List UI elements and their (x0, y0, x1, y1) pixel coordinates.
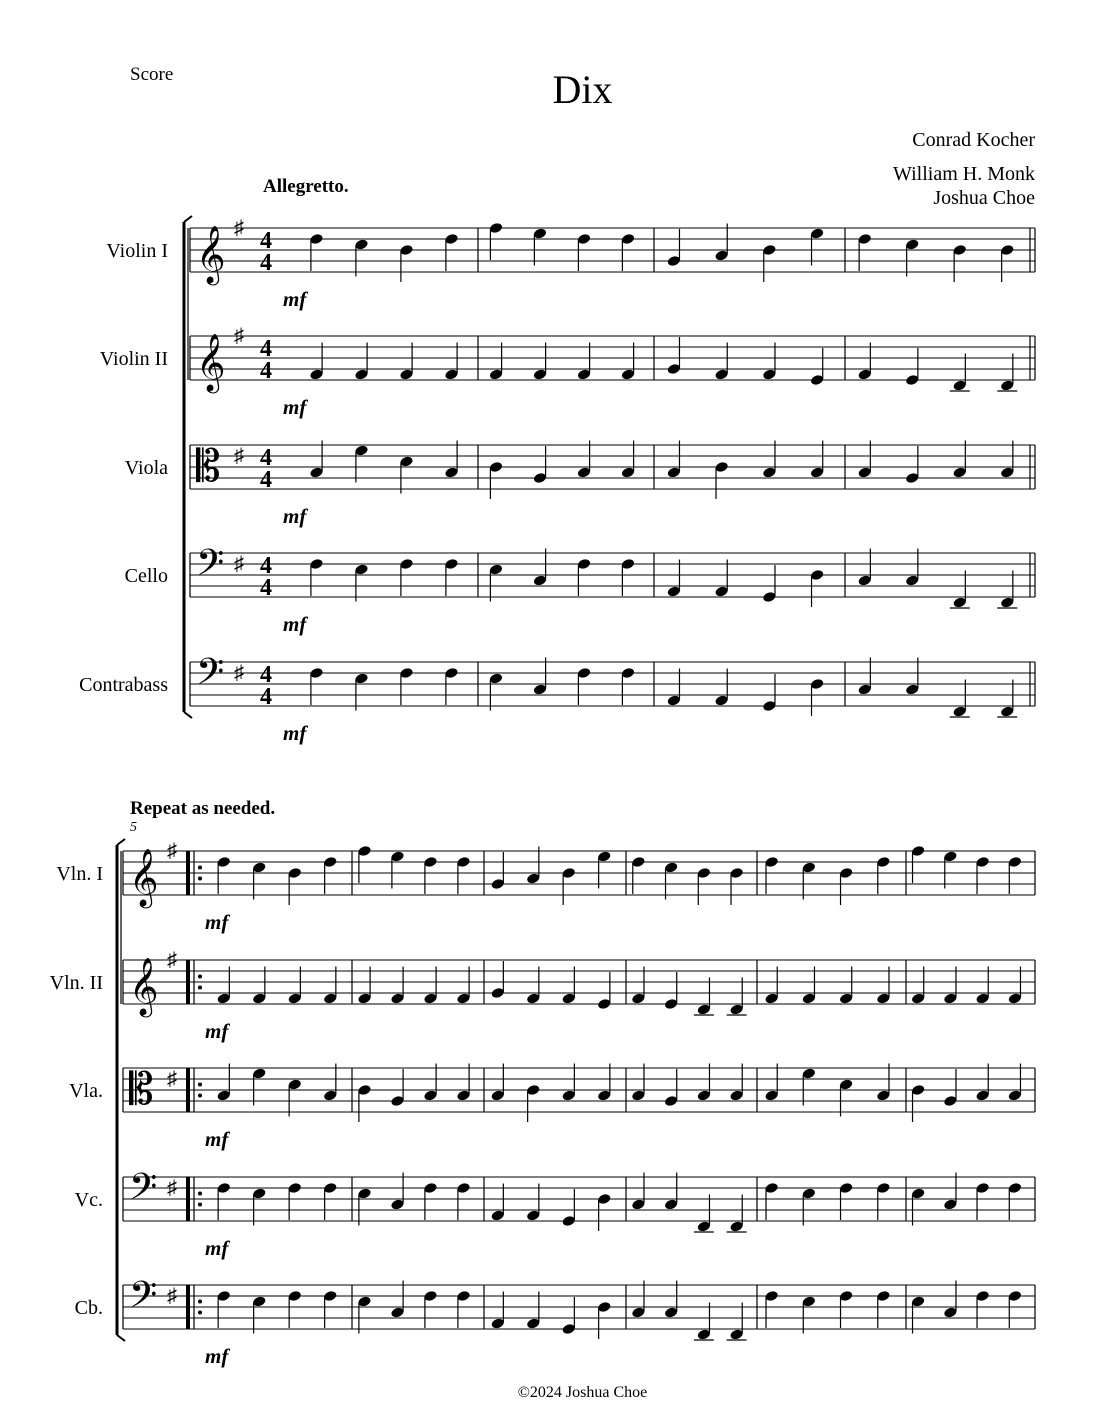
instrument-label: Vc. (74, 1189, 103, 1211)
dynamic-mf: mf (205, 1019, 229, 1043)
dynamic-mf: mf (283, 612, 307, 636)
instrument-label: Vla. (69, 1080, 103, 1102)
repeat-dot (198, 1300, 202, 1304)
treble-clef: 𝄞 (196, 334, 226, 390)
bracket-top-hook (117, 839, 125, 845)
instrument-label: Vln. I (56, 863, 103, 885)
treble-clef: 𝄞 (129, 958, 159, 1014)
repeat-dot (198, 866, 202, 870)
bass-clef: 𝄢 (196, 543, 225, 592)
dynamic-mf: mf (283, 504, 307, 528)
key-sharp: ♯ (167, 949, 177, 971)
instrument-label: Contrabass (79, 674, 168, 696)
repeat-dot (198, 986, 202, 990)
instrument-label: Cb. (74, 1297, 103, 1319)
dynamic-mf: mf (205, 1236, 229, 1260)
alto-clef: 𝄡 (129, 1065, 154, 1114)
repeat-dot (198, 1203, 202, 1207)
instrument-label: Violin I (106, 240, 168, 262)
key-sharp: ♯ (167, 840, 177, 862)
instrument-label: Vln. II (49, 972, 103, 994)
tempo-marking: Allegretto. (263, 176, 349, 197)
treble-clef: 𝄞 (129, 849, 159, 905)
time-sig-bottom: 4 (260, 684, 272, 710)
instrument-label: Violin II (99, 348, 168, 370)
instrument-label: Viola (124, 457, 168, 479)
arranger-1: William H. Monk (893, 163, 1035, 185)
bracket-top-hook (184, 216, 192, 222)
repeat-dot (198, 975, 202, 979)
dynamic-mf: mf (283, 395, 307, 419)
time-sig-bottom: 4 (260, 575, 272, 601)
key-sharp: ♯ (234, 217, 244, 239)
key-sharp: ♯ (234, 553, 244, 575)
treble-clef: 𝄞 (196, 226, 226, 282)
measure-number: 5 (130, 820, 137, 835)
alto-clef: 𝄡 (196, 442, 221, 491)
bass-clef: 𝄢 (196, 652, 225, 701)
key-sharp: ♯ (167, 1177, 177, 1199)
bracket-bottom-hook (117, 1335, 125, 1341)
copyright: ©2024 Joshua Choe (517, 1384, 648, 1401)
key-sharp: ♯ (234, 325, 244, 347)
bass-clef: 𝄢 (129, 1167, 158, 1216)
key-sharp: ♯ (234, 445, 244, 467)
time-sig-top: 4 (260, 662, 272, 688)
arranger-2: Joshua Choe (933, 187, 1035, 209)
time-sig-top: 4 (260, 336, 272, 362)
page-title: Dix (552, 67, 613, 112)
key-sharp: ♯ (167, 1068, 177, 1090)
score-label: Score (130, 64, 174, 85)
repeat-dot (198, 1083, 202, 1087)
time-sig-bottom: 4 (260, 358, 272, 384)
time-sig-bottom: 4 (260, 467, 272, 493)
time-sig-top: 4 (260, 228, 272, 254)
composer: Conrad Kocher (912, 129, 1035, 151)
time-sig-top: 4 (260, 553, 272, 579)
dynamic-mf: mf (205, 1127, 229, 1151)
repeat-dot (198, 1192, 202, 1196)
repeat-dot (198, 1311, 202, 1315)
repeat-dot (198, 877, 202, 881)
bracket-bottom-hook (184, 712, 192, 718)
time-sig-bottom: 4 (260, 250, 272, 276)
key-sharp: ♯ (167, 1285, 177, 1307)
dynamic-mf: mf (205, 1344, 229, 1368)
dynamic-mf: mf (283, 721, 307, 745)
repeat-dot (198, 1094, 202, 1098)
dynamic-mf: mf (205, 910, 229, 934)
key-sharp: ♯ (234, 662, 244, 684)
repeat-instruction: Repeat as needed. (130, 798, 276, 819)
instrument-label: Cello (124, 565, 168, 587)
bass-clef: 𝄢 (129, 1275, 158, 1324)
dynamic-mf: mf (283, 287, 307, 311)
time-sig-top: 4 (260, 445, 272, 471)
